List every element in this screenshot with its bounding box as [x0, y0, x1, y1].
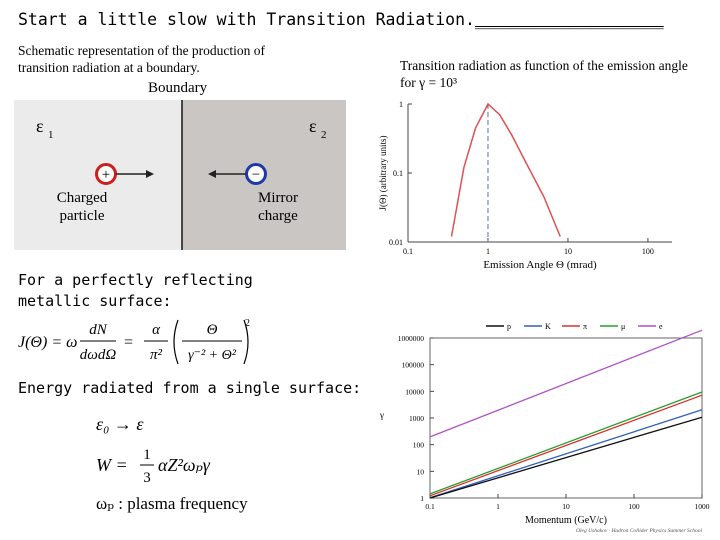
fraction-dN: dN [89, 322, 107, 338]
series-line-π [430, 395, 702, 496]
y-axis-label: J(Θ) (arbitrary units) [378, 135, 388, 211]
intensity-curve [452, 104, 561, 237]
y-tick-label: 10000 [405, 387, 424, 397]
charge-label: charge [258, 208, 298, 224]
W-lhs: W = [96, 455, 128, 475]
series-line-p [430, 417, 702, 498]
intensity-formula [14, 314, 254, 370]
x-tick-label: 10 [563, 247, 572, 256]
legend-label-e: e [659, 322, 663, 331]
reflecting-text [18, 270, 253, 312]
boundary-label: Boundary [148, 80, 208, 96]
numerator-one: 1 [143, 447, 151, 463]
emission-angle-chart [364, 94, 694, 280]
epsilon-2-subscript: 2 [321, 129, 327, 141]
series-line-e [430, 330, 702, 437]
epsilon-1-symbol: ε [36, 116, 44, 136]
W-rhs: αZ²ωₚγ [158, 455, 210, 475]
caption-line: Transition radiation as function of the emission angle [400, 58, 688, 73]
x-tick-label: 10 [562, 502, 570, 511]
x-tick-label: 0.1 [425, 502, 435, 511]
x-tick-label: 1 [496, 502, 500, 511]
y-tick-label: 100 [412, 440, 424, 450]
plus-sign: + [101, 167, 111, 183]
y-tick-label: 0.1 [393, 169, 403, 178]
x-tick-label: 1 [485, 247, 490, 256]
lorentz-factor-chart [368, 312, 712, 538]
particle-label: particle [59, 208, 105, 224]
footer-note: Oleg Ushakov · Hadron Collider Physics Summer School [576, 528, 702, 534]
fraction-dwdO: dωdΩ [79, 347, 117, 363]
x-tick-label: 100 [628, 502, 640, 511]
series-line-K [430, 410, 702, 498]
x-tick-label: 1000 [694, 502, 710, 511]
minus-sign: − [251, 167, 261, 183]
alpha-symbol: α [152, 322, 160, 338]
slide-title [18, 10, 664, 29]
caption-line: Schematic representation of the production of [18, 43, 266, 58]
x-tick-label: 100 [641, 247, 654, 256]
schematic-caption [18, 42, 265, 76]
title-text: Start a little slow with Transition Radiation. [18, 10, 475, 29]
energy-text: Energy radiated from a single surface: [18, 379, 362, 397]
title-blank: ___________________ [474, 10, 664, 29]
charged-label: Charged [56, 190, 108, 206]
epsilon-2-symbol: ε [309, 116, 317, 136]
pi-squared: π² [149, 347, 163, 363]
angle-caption [400, 57, 688, 91]
left-paren [174, 320, 178, 364]
y-axis-label: γ [380, 410, 384, 420]
plasma-frequency: ωₚ : plasma frequency [96, 494, 248, 513]
legend-label-π: π [583, 322, 588, 331]
x-axis-label: Emission Angle Θ (mrad) [483, 259, 597, 271]
formula-lhs: J(Θ) = ω [18, 334, 78, 351]
y-tick-label: 100000 [401, 360, 424, 370]
text-line: For a perfectly reflecting [18, 271, 253, 289]
legend-label-K: K [545, 322, 551, 331]
equals-sign: = [124, 334, 134, 351]
caption-line: for γ = 10³ [400, 75, 457, 90]
caption-line: transition radiation at a boundary. [18, 60, 200, 75]
series-line-μ [430, 392, 702, 494]
legend-label-μ: μ [621, 322, 626, 331]
y-tick-label: 1 [420, 494, 424, 503]
x-tick-label: 0.1 [403, 247, 413, 256]
legend-label-p: p [507, 322, 511, 331]
y-tick-label: 0.01 [389, 238, 403, 247]
y-tick-label: 1 [399, 100, 403, 109]
y-tick-label: 1000000 [397, 334, 424, 343]
denominator-three: 3 [143, 470, 151, 486]
plot-frame [430, 338, 702, 498]
energy-formula [92, 440, 272, 492]
text-line: metallic surface: [18, 292, 172, 310]
square-exponent: 2 [245, 318, 250, 329]
x-axis-label: Momentum (GeV/c) [525, 515, 607, 526]
y-tick-label: 10 [416, 467, 424, 477]
theta-denominator: γ⁻² + Θ² [188, 348, 236, 363]
epsilon-1-subscript: 1 [48, 129, 54, 141]
epsilon-limit: ε₀ → ε [96, 414, 144, 434]
y-tick-label: 1000 [409, 414, 424, 423]
boundary-schematic [12, 76, 348, 250]
theta-numerator: Θ [206, 322, 218, 338]
mirror-label: Mirror [258, 190, 298, 206]
